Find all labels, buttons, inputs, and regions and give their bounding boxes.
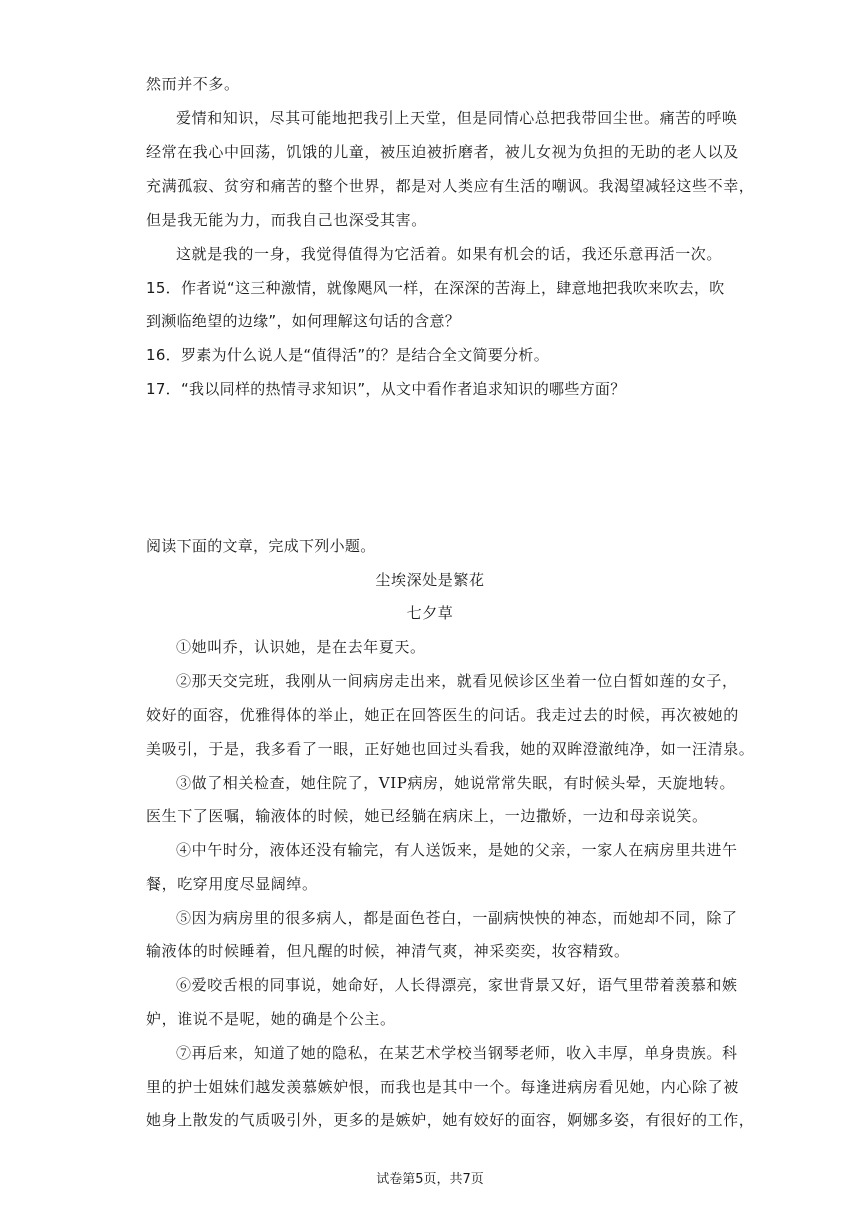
question-16: 16．罗素为什么说人是“值得活”的？是结合全文简要分析。 <box>146 346 550 364</box>
article-line: 姣好的面容，优雅得体的举止，她正在回答医生的问话。我走过去的时候，再次被她的 <box>146 706 739 724</box>
question-15-cont: 到濒临绝望的边缘”，如何理解这句话的含意？ <box>146 312 461 330</box>
article-line: 她身上散发的气质吸引外，更多的是嫉妒，她有姣好的面容，婀娜多姿，有很好的工作， <box>146 1111 755 1129</box>
question-15: 15．作者说“这三种激情，就像飓风一样，在深深的苦海上，肆意地把我吹来吹去，吹 <box>146 279 725 297</box>
passage-line: 然而并不多。 <box>146 75 240 93</box>
article-line: ②那天交完班，我刚从一间病房走出来，就看见候诊区坐着一位白皙如莲的女子， <box>176 672 738 690</box>
passage-line: 爱情和知识，尽其可能地把我引上天堂，但是同情心总把我带回尘世。痛苦的呼唤 <box>176 109 738 127</box>
passage-line: 经常在我心中回荡，饥饿的儿童，被压迫被折磨者，被儿女视为负担的无助的老人以及 <box>146 143 739 161</box>
question-17: 17．“我以同样的热情寻求知识”，从文中看作者追求知识的哪些方面？ <box>146 380 626 398</box>
article-line: 美吸引，于是，我多看了一眼，正好她也回过头看我，她的双眸澄澈纯净，如一汪清泉。 <box>146 740 755 758</box>
article-line: 医生下了医嘱，输液体的时候，她已经躺在病床上，一边撒娇，一边和母亲说笑。 <box>146 807 708 825</box>
article-line: ⑤因为病房里的很多病人，都是面色苍白，一副病怏怏的神态，而她却不同，除了 <box>176 909 738 927</box>
article-line: ①她叫乔，认识她，是在去年夏天。 <box>176 638 426 656</box>
page-footer: 试卷第5页，共7页 <box>376 1172 484 1187</box>
article-line: ④中午时分，液体还没有输完，有人送饭来，是她的父亲，一家人在病房里共进午 <box>176 841 738 859</box>
article-line: 妒，谁说不是呢，她的确是个公主。 <box>146 1010 396 1028</box>
passage-line: 充满孤寂、贫穷和痛苦的整个世界，都是对人类应有生活的嘲讽。我渴望减轻这些不幸， <box>146 177 755 195</box>
article-line: 里的护士姐妹们越发羡慕嫉妒恨，而我也是其中一个。每逢进病房看见她，内心除了被 <box>146 1078 739 1096</box>
article-author: 七夕草 <box>406 604 454 622</box>
article-line: ③做了相关检查，她住院了，VIP病房，她说常常失眠，有时候头晕，天旋地转。 <box>176 774 736 792</box>
article-line: 餐，吃穿用度尽显阔绰。 <box>146 875 318 893</box>
passage-line: 这就是我的一身，我觉得值得为它活着。如果有机会的话，我还乐意再活一次。 <box>176 245 723 263</box>
article-line: ⑦再后来，知道了她的隐私，在某艺术学校当钢琴老师，收入丰厚，单身贵族。科 <box>176 1044 738 1062</box>
article-line: 输液体的时候睡着，但凡醒的时候，神清气爽，神采奕奕，妆容精致。 <box>146 942 630 960</box>
reading-instruction: 阅读下面的文章，完成下列小题。 <box>146 537 376 555</box>
article-line: ⑥爱咬舌根的同事说，她命好，人长得漂亮，家世背景又好，语气里带着羡慕和嫉 <box>176 976 738 994</box>
article-title: 尘埃深处是繁花 <box>375 571 485 589</box>
passage-line: 但是我无能为力，而我自己也深受其害。 <box>146 211 427 229</box>
